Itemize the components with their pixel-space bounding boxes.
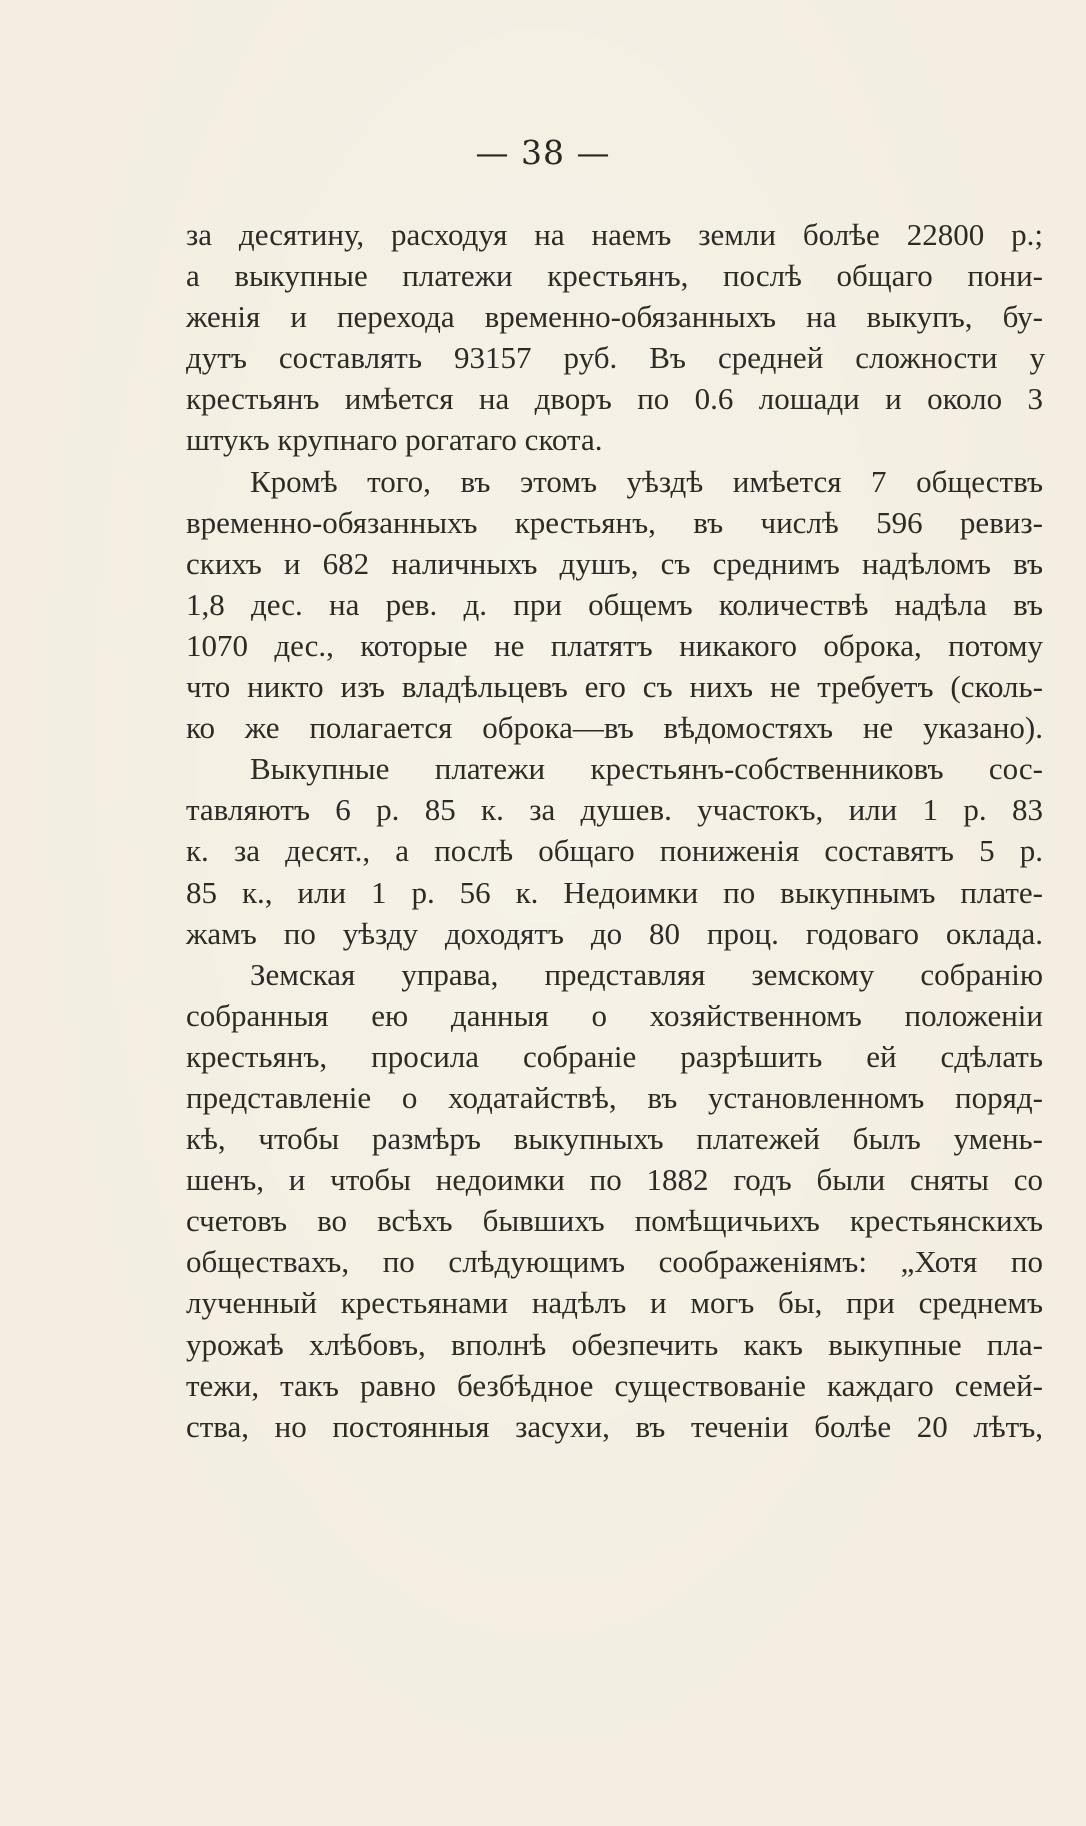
text-line: 1,8 дес. на рев. д. при общемъ количествѣ надѣла въ xyxy=(186,586,1043,622)
text-line: женія и перехода временно-обязанныхъ на выкупъ, бу- xyxy=(186,299,1043,335)
text-line: счетовъ во всѣхъ бывшихъ помѣщичьихъ крестьянскихъ xyxy=(186,1203,1043,1239)
text-line: жамъ по уѣзду доходятъ до 80 проц. годоваго оклада. xyxy=(186,915,1043,951)
text-line: Выкупные платежи крестьянъ-собственниковъ сос- xyxy=(250,751,1043,787)
text-line: к. за десят., а послѣ общаго пониженія составятъ 5 р. xyxy=(186,833,1043,869)
page-number: — 38 — xyxy=(475,133,611,172)
body-text xyxy=(186,214,1043,1447)
text-line: представленіе о ходатайствѣ, въ установленномъ поряд- xyxy=(186,1079,1043,1115)
text-line: 85 к., или 1 р. 56 к. Недоимки по выкупнымъ плате- xyxy=(186,874,1043,910)
text-line: ства, но постоянныя засухи, въ теченіи болѣе 20 лѣтъ, xyxy=(186,1408,1043,1444)
text-line: а выкупные платежи крестьянъ, послѣ общаго пони- xyxy=(186,258,1043,294)
text-line: 1070 дес., которые не платятъ никакого оброка, потому xyxy=(186,627,1043,663)
text-line: крестьянъ, просила собраніе разрѣшить ей сдѣлать xyxy=(186,1038,1043,1074)
text-line: дутъ составлять 93157 руб. Въ средней сложности у xyxy=(186,340,1043,376)
text-line: скихъ и 682 наличныхъ душъ, съ среднимъ надѣломъ въ xyxy=(186,545,1043,581)
text-line: тежи, такъ равно безбѣдное существованіе каждаго семей- xyxy=(186,1367,1043,1403)
text-line: тавляютъ 6 р. 85 к. за душев. участокъ, или 1 р. 83 xyxy=(186,792,1043,828)
text-line: штукъ крупнаго рогатаго скота. xyxy=(186,422,603,458)
text-line: обществахъ, по слѣдующимъ соображеніямъ: „Хотя по xyxy=(186,1244,1043,1280)
text-line: что никто изъ владѣльцевъ его съ нихъ не требуетъ (сколь- xyxy=(186,669,1043,705)
text-line: временно-обязанныхъ крестьянъ, въ числѣ 596 ревиз- xyxy=(186,504,1043,540)
text-line: за десятину, расходуя на наемъ земли болѣе 22800 р.; xyxy=(186,217,1043,252)
text-line: ко же полагается оброка—въ вѣдомостяхъ не указано). xyxy=(186,710,1043,746)
text-line: собранныя ею данныя о хозяйственномъ положеніи xyxy=(186,997,1043,1033)
text-line: лученный крестьянами надѣлъ и могъ бы, при среднемъ xyxy=(186,1285,1043,1321)
text-line: кѣ, чтобы размѣръ выкупныхъ платежей былъ умень- xyxy=(186,1121,1043,1157)
text-line: крестьянъ имѣется на дворъ по 0.6 лошади и около 3 xyxy=(186,381,1043,417)
text-line: Кромѣ того, въ этомъ уѣздѣ имѣется 7 обществъ xyxy=(250,463,1043,499)
text-line: урожаѣ хлѣбовъ, вполнѣ обезпечить какъ выкупные пла- xyxy=(186,1326,1043,1362)
text-line: Земская управа, представляя земскому собранію xyxy=(250,956,1043,992)
text-line: шенъ, и чтобы недоимки по 1882 годъ были сняты со xyxy=(186,1162,1043,1198)
